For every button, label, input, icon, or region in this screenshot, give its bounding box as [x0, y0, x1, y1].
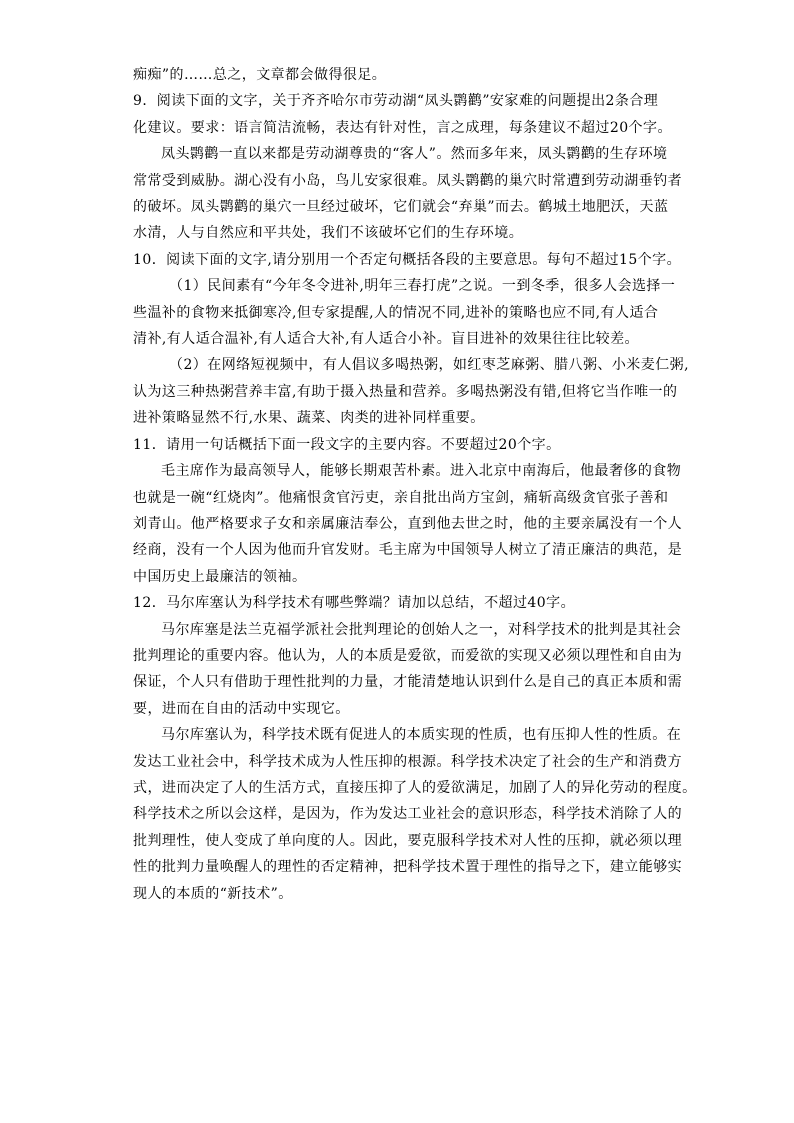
text-line: 中国历史上最廉洁的领袖。 — [133, 568, 307, 585]
text-line: 进补策略显然不行,水果、蔬菜、肉类的进补同样重要。 — [133, 410, 485, 427]
paragraph-line: 毛主席作为最高领导人，能够长期艰苦朴素。进入北京中南海后，他最奢侈的食物 — [161, 463, 682, 480]
text-line: 经商，没有一个人因为他而升官发财。毛主席为中国领导人树立了清正廉洁的典范，是 — [133, 542, 683, 559]
text-line: 性的批判力量唤醒人的理性的否定精神，把科学技术置于理性的指导之下，建立能够实 — [133, 859, 683, 876]
paragraph-line: （1）民间素有“今年冬令进补,明年三春打虎”之说。一到冬季，很多人会选择一 — [169, 278, 676, 295]
question-10-prompt: 10．阅读下面的文字,请分别用一个否定句概括各段的主要意思。每句不超过15个字。 — [133, 251, 682, 268]
text-line: 化建议。要求：语言简洁流畅，表达有针对性，言之成理，每条建议不超过20个字。 — [133, 119, 672, 136]
text-line: 也就是一碗“红烧肉”。他痛恨贪官污吏，亲自批出尚方宝剑，痛斩高级贪官张子善和 — [133, 489, 669, 506]
text-line: 清补,有人适合温补,有人适合大补,有人适合小补。盲目进补的效果往往比较差。 — [133, 331, 639, 348]
text-line: 式，进而决定了人的生活方式，直接压抑了人的爱欲满足，加剧了人的异化劳动的程度。 — [133, 779, 697, 796]
paragraph-line: 马尔库塞是法兰克福学派社会批判理论的创始人之一，对科学技术的批判是其社会 — [161, 621, 682, 638]
text-line: 刘青山。他严格要求子女和亲属廉洁奉公，直到他去世之时，他的主要亲属没有一个人 — [133, 515, 683, 532]
document-page — [133, 62, 697, 907]
text-line: 现人的本质的“新技术”。 — [133, 885, 293, 902]
text-line: 保证，个人只有借助于理性批判的力量，才能清楚地认识到什么是自己的真正本质和需 — [133, 674, 683, 691]
text-line: 发达工业社会中，科学技术成为人性压抑的根源。科学技术决定了社会的生产和消费方 — [133, 753, 683, 770]
text-line: 痴痴”的……总之，文章都会做得很足。 — [133, 67, 387, 83]
text-line: 要，进而在自由的活动中实现它。 — [133, 700, 350, 717]
question-12-prompt: 12．马尔库塞认为科学技术有哪些弊端？请加以总结，不超过40字。 — [133, 595, 576, 612]
text-line: 些温补的食物来抵御寒冷,但专家提醒,人的情况不同,进补的策略也应不同,有人适合 — [133, 304, 659, 321]
paragraph-line: （2）在网络短视频中，有人倡议多喝热粥，如红枣芝麻粥、腊八粥、小米麦仁粥, — [169, 357, 690, 374]
text-line: 的破坏。凤头鹮鹳的巢穴一旦经过破坏，它们就会“弃巢”而去。鹤城土地肥沃，天蓝 — [133, 199, 669, 216]
text-line: 常常受到威胁。湖心没有小岛，鸟儿安家很难。凤头鹮鹳的巢穴时常遭到劳动湖垂钓者 — [133, 172, 683, 189]
text-line: 科学技术之所以会这样，是因为，作为发达工业社会的意识形态，科学技术消除了人的 — [133, 806, 683, 823]
question-9-prompt: 9．阅读下面的文字，关于齐齐哈尔市劳动湖“凤头鹮鹳”安家难的问题提出2条合理 — [133, 93, 659, 110]
text-line: 批判理论的重要内容。他认为，人的本质是爱欲，而爱欲的实现又必须以理性和自由为 — [133, 647, 683, 664]
question-11-prompt: 11．请用一句话概括下面一段文字的主要内容。不要超过20个字。 — [133, 436, 561, 453]
text-line: 水清，人与自然应和平共处，我们不该破坏它们的生存环境。 — [133, 225, 524, 242]
text-line: 认为这三种热粥营养丰富,有助于摄入热量和营养。多喝热粥没有错,但将它当作唯一的 — [133, 383, 678, 400]
paragraph-line: 凤头鹮鹳一直以来都是劳动湖尊贵的“客人”。然而多年来，凤头鹮鹳的生存环境 — [161, 146, 668, 163]
text-line: 批判理性，使人变成了单向度的人。因此，要克服科学技术对人性的压抑，就必须以理 — [133, 832, 683, 849]
paragraph-line: 马尔库塞认为，科学技术既有促进人的本质实现的性质，也有压抑人性的性质。在 — [161, 727, 682, 744]
